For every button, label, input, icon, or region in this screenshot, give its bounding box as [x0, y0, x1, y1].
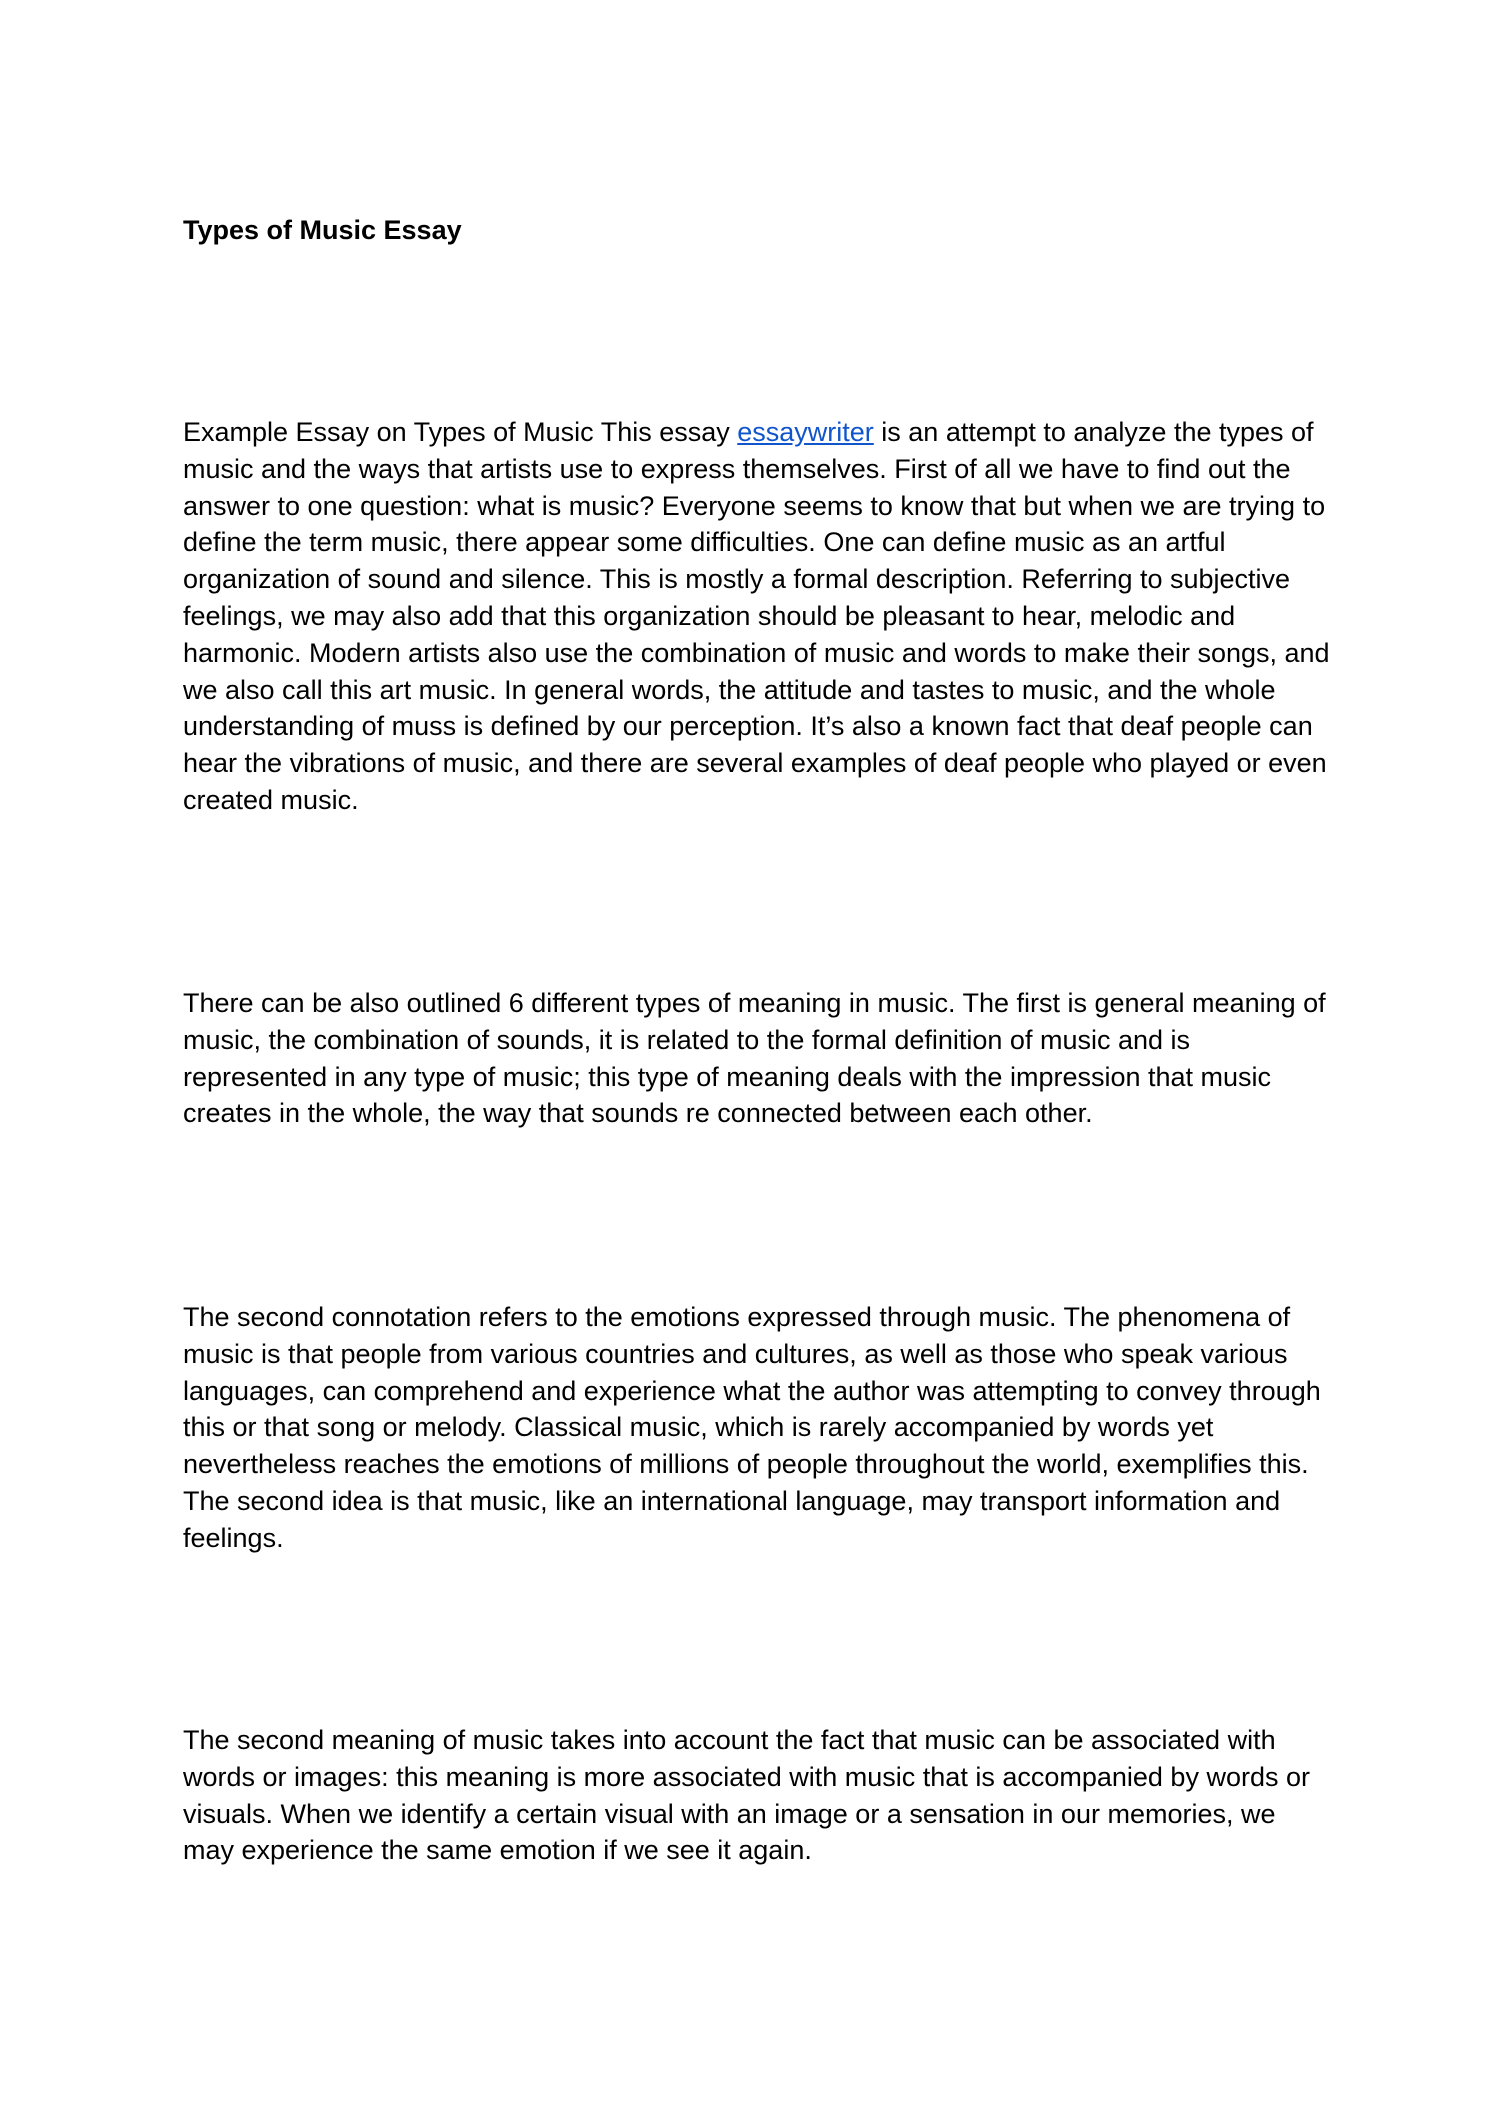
paragraph-intro-lead: Example Essay on Types of Music This essay — [183, 417, 738, 447]
paragraph-intro — [183, 414, 1333, 819]
paragraph-intro-rest: is an attempt to analyze the types of music and the ways that artists use to express themselves. First of all we have to find out the answer to one question: what is music? Everyone seems to know that but when we are trying to define the term music, there appear some difficulties. One can define music as an artful organization of sound and silence. This is mostly a formal description. Referring to subjective feelings, we may also add that this organization should be pleasant to hear, melodic and harmonic. Modern artists also use the combination of music and words to make their songs, and we also call this art music. In general words, the attitude and tastes to music, and the whole understanding of muss is defined by our perception. It’s also a known fact that deaf people can hear the vibrations of music, and there are several examples of deaf people who played or even created music. — [183, 417, 1330, 815]
paragraph-meaning-types: There can be also outlined 6 different types of meaning in music. The first is general meaning of music, the combination of sounds, it is related to the formal definition of music and is represented in any type of music; this type of meaning deals with the impression that music creates in the whole, the way that sounds re connected between each other. — [183, 988, 1326, 1129]
document-title: Types of Music Essay — [183, 215, 462, 245]
essaywriter-link[interactable]: essaywriter — [737, 417, 874, 447]
paragraph-emotions: The second connotation refers to the emotions expressed through music. The phenomena of music is that people from various countries and cultures, as well as those who speak various languages, can comprehend and experience what the author was attempting to convey through this or that song or melody. Classical music, which is rarely accompanied by words yet nevertheless reaches the emotions of millions of people throughout the world, exemplifies this. The second idea is that music, like an international language, may transport information and feelings. — [183, 1302, 1321, 1553]
paragraph-associations: The second meaning of music takes into account the fact that music can be associated with words or images: this meaning is more associated with music that is accompanied by words or visuals. When we identify a certain visual with an image or a sensation in our memories, we may experience the same emotion if we see it again. — [183, 1725, 1310, 1866]
